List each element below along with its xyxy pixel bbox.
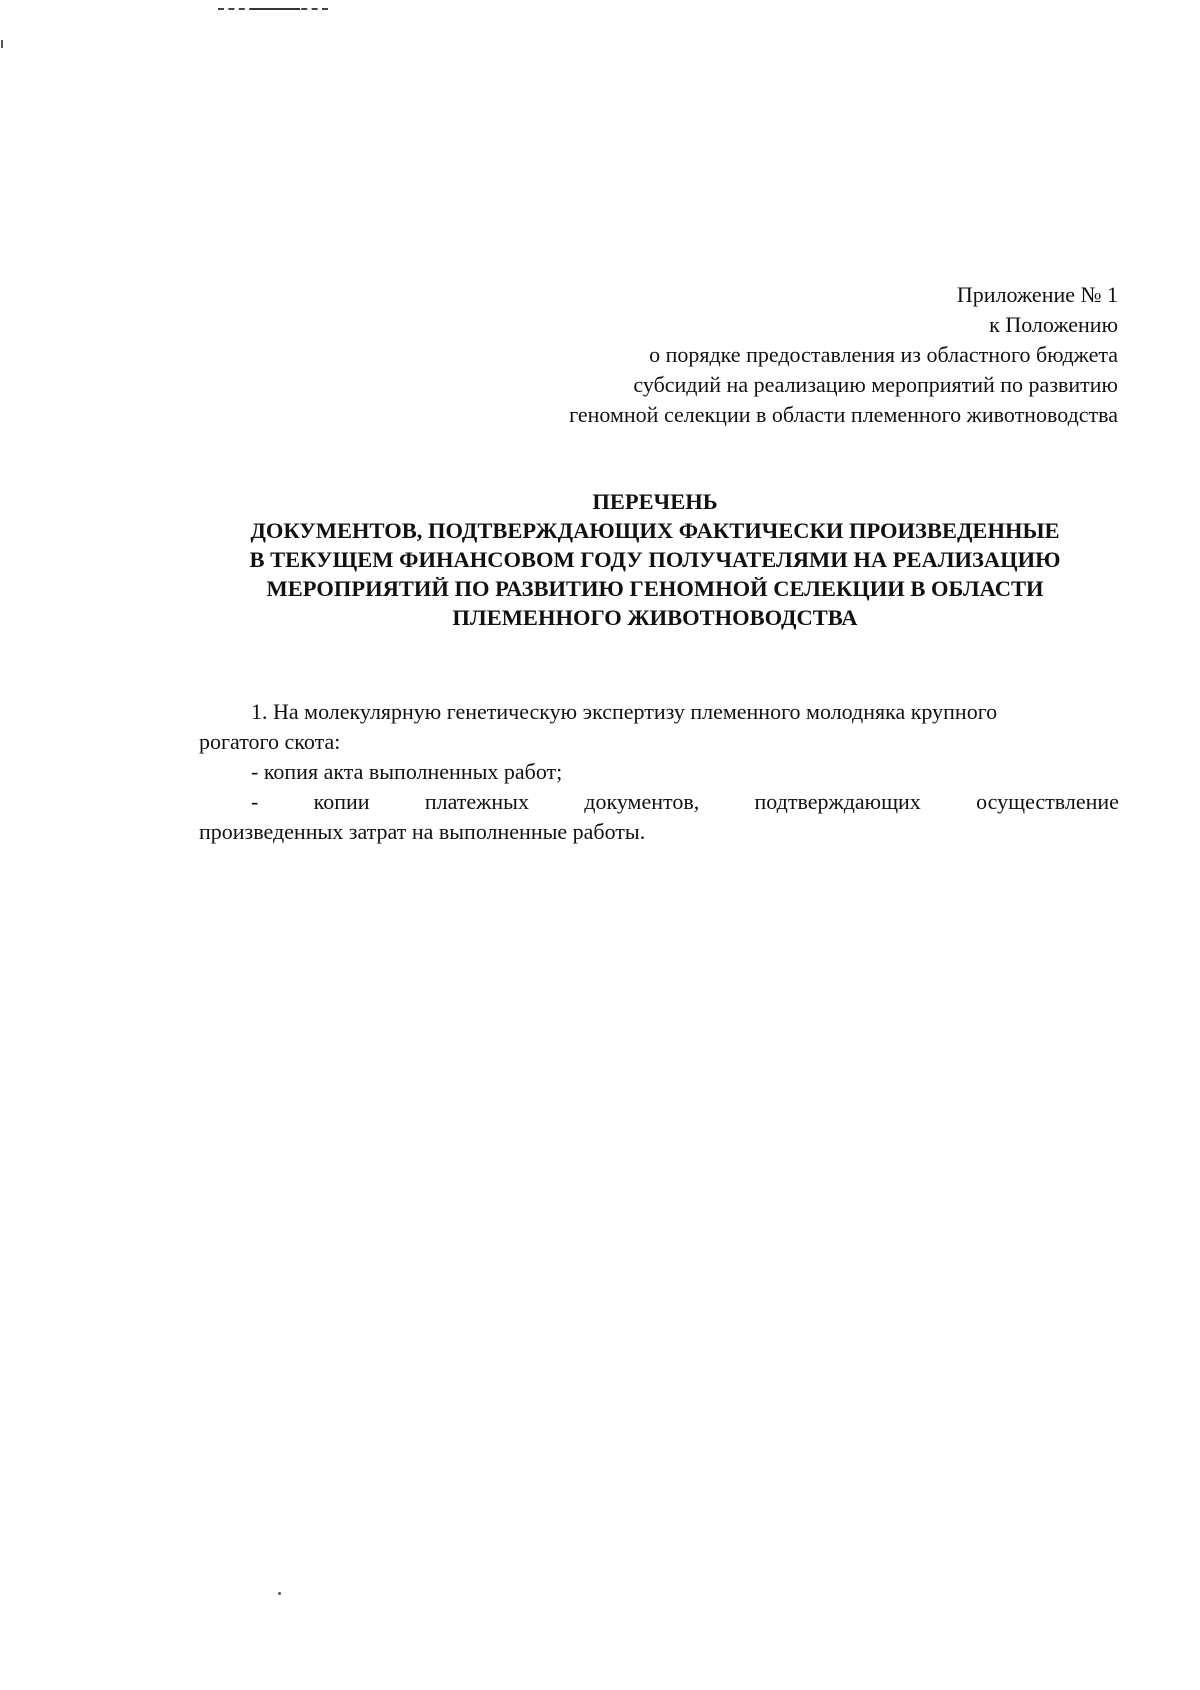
document-title [190,487,1120,632]
document-body [199,697,1119,847]
word: платежных [424,789,529,814]
point-1-line: 1. На молекулярную генетическую экспертизу племенного молодняка крупного [251,699,998,724]
appendix-reference-line: субсидий на реализацию мероприятий по развитию [633,372,1118,397]
scan-artifact-left [1,40,3,48]
scan-artifact-top-line [250,8,300,10]
word: - [251,789,259,814]
word: подтверждающих [754,789,921,814]
point-1 [199,697,1119,757]
appendix-header [418,280,1118,430]
title-line: МЕРОПРИЯТИЙ ПО РАЗВИТИЮ ГЕНОМНОЙ СЕЛЕКЦИИ В ОБЛАСТИ [266,576,1044,601]
list-item-line [199,787,1119,817]
word: осуществление [976,789,1119,814]
point-1-line: рогатого скота: [199,729,341,754]
word: документов, [584,789,700,814]
appendix-reference: к Положению [989,312,1118,337]
list-item [199,787,1119,847]
title-line: ДОКУМЕНТОВ, ПОДТВЕРЖДАЮЩИХ ФАКТИЧЕСКИ ПРОИЗВЕДЕННЫЕ [250,518,1060,543]
appendix-reference-line: геномной селекции в области племенного животноводства [569,402,1118,427]
scan-artifact-dot [278,1592,281,1595]
list-item: - копия акта выполненных работ; [251,759,563,784]
list-item-line: произведенных затрат на выполненные работы. [199,819,646,844]
appendix-number: Приложение № 1 [956,282,1118,307]
title-line: В ТЕКУЩЕМ ФИНАНСОВОМ ГОДУ ПОЛУЧАТЕЛЯМИ НА РЕАЛИЗАЦИЮ [249,547,1061,572]
appendix-reference-line: о порядке предоставления из областного бюджета [649,342,1118,367]
title-line: ПЕРЕЧЕНЬ [592,489,718,514]
word: копии [313,789,370,814]
title-line: ПЛЕМЕННОГО ЖИВОТНОВОДСТВА [452,605,858,630]
